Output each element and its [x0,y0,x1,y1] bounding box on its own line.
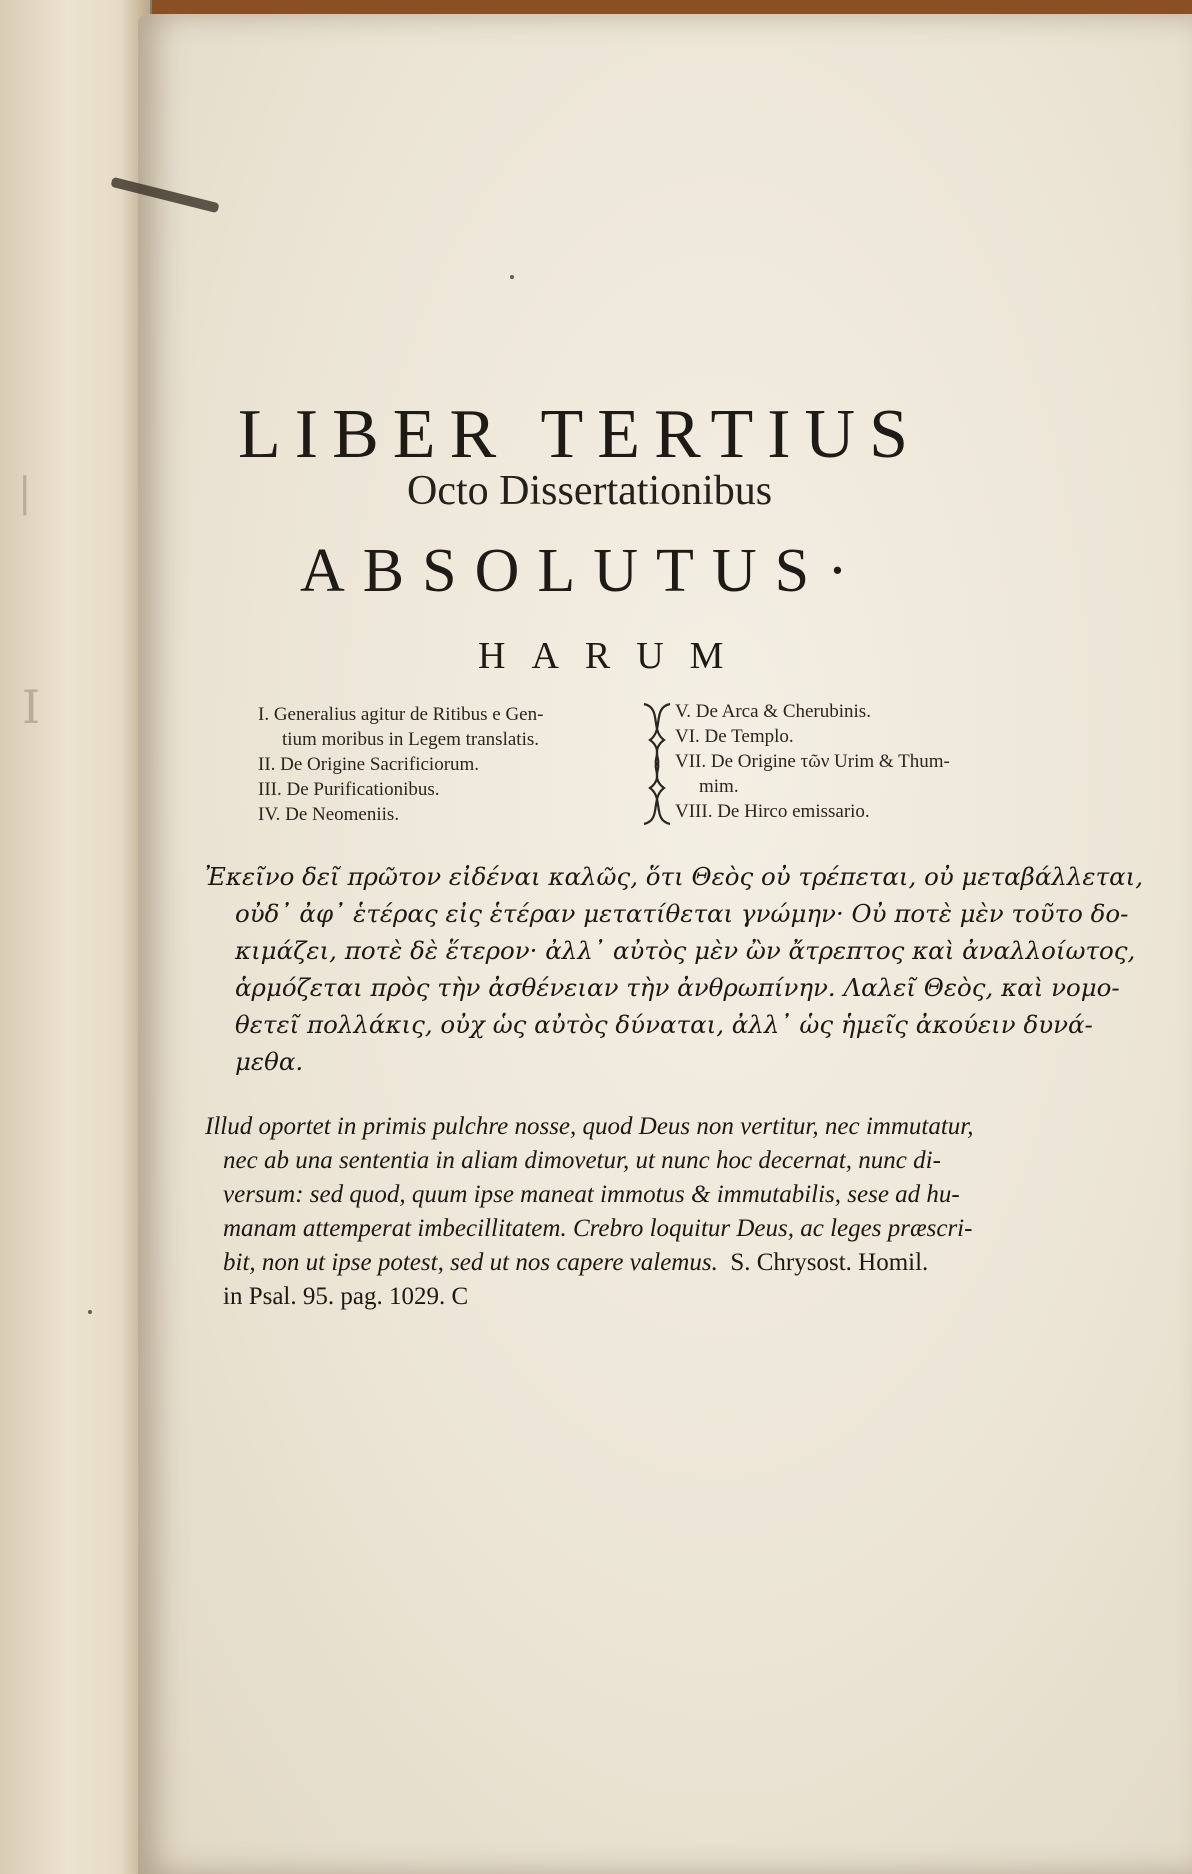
show-through-mark: | [18,470,32,516]
contents-item: IV. De Neomeniis. [258,804,400,825]
latin-line: manam attemperat imbecillitatem. Crebro loquitur Deus, ac leges præscri- [223,1215,973,1242]
latin-line [205,1246,1115,1280]
citation-inline: S. Chrysost. Homil. [730,1249,929,1276]
contents-item: VII. De Origine τῶν Urim & Thum- [675,751,950,772]
curly-brace-ornament [640,700,674,828]
greek-line: θετεῖ πολλάκις, οὐχ ὡς αὐτὸς δύναται, ἀλλ᾽ ὡς ἡμεῖς ἀκούειν δυνά- [235,1010,1093,1039]
paper-speck [510,275,514,279]
latin-line: versum: sed quod, quum ipse maneat immotus & immutabilis, sese ad hu- [223,1181,960,1208]
greek-line: οὐδ᾽ ἀφ᾽ ἑτέρας εἰς ἑτέραν μετατίθεται γνώμην· Οὐ ποτὲ μὲν τοῦτο δο- [235,899,1129,928]
contents-item: tium moribus in Legem translatis. [282,729,539,750]
absolutus-text: ABSOLUTUS [300,537,828,605]
greek-line: μεθα. [235,1047,304,1076]
book-subtitle: Octo Dissertationibus [407,468,773,514]
show-through-mark: I [22,680,41,734]
latin-line-text: bit, non ut ipse potest, sed ut nos capere valemus. [223,1249,718,1276]
greek-line: ἁρμόζεται πρὸς τὴν ἀσθένειαν τὴν ἀνθρωπίνην. Λαλεῖ Θεὸς, καὶ νομο- [235,973,1120,1002]
contents-item: V. De Arca & Cherubinis. [675,701,871,722]
paper-speck [88,1310,92,1314]
contents-left-column [258,702,543,827]
contents-right-column [675,699,950,824]
book-title: LIBER TERTIUS [238,396,922,473]
latin-line: Illud oportet in primis pulchre nosse, quod Deus non vertitur, nec immutatur, [205,1113,974,1140]
greek-line: κιμάζει, ποτὲ δὲ ἕτερον· ἀλλ᾽ αὐτὸς μὲν ὢν ἄτρεπτος καὶ ἀναλλοίωτος, [235,936,1136,965]
contents-item: I. Generalius agitur de Ritibus e Gen- [258,704,544,725]
latin-translation [205,1110,1115,1314]
latin-line: nec ab una sententia in aliam dimovetur, ut nunc hoc decernat, nunc di- [223,1147,941,1174]
previous-page-edge [0,0,152,1874]
contents-item: mim. [699,776,739,797]
contents-item: VIII. De Hirco emissario. [675,801,870,822]
absolutus-heading [300,536,866,607]
greek-line: Ἐκεῖνο δεῖ πρῶτον εἰδέναι καλῶς, ὅτι Θεὸς οὐ τρέπεται, οὐ μεταβάλλεται, [205,862,1144,891]
contents-item: II. De Origine Sacrificiorum. [258,754,480,775]
contents-item: III. De Purificationibus. [258,779,440,800]
contents-item: VI. De Templo. [675,726,794,747]
absolutus-mark: · [827,537,866,605]
harum-heading: HARUM [478,635,750,677]
citation-line: in Psal. 95. pag. 1029. C [223,1283,469,1310]
greek-quotation [205,858,1144,1080]
